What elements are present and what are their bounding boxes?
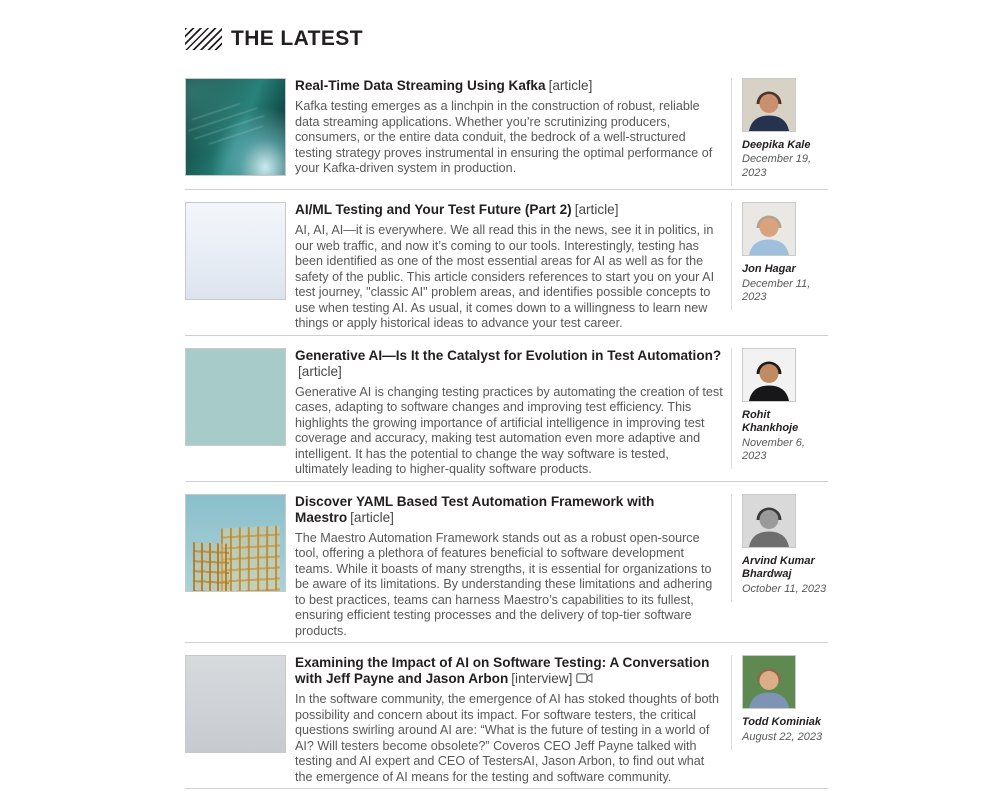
author-cell <box>731 655 828 750</box>
article-title-line <box>295 78 725 94</box>
article-type-tag: [article] <box>548 78 593 93</box>
author-photo[interactable] <box>742 348 796 402</box>
latest-section <box>185 27 828 789</box>
author-photo[interactable] <box>742 655 796 709</box>
article-type-tag: [interview] <box>511 671 573 687</box>
author-date: November 6, 2023 <box>742 436 805 462</box>
article-thumbnail[interactable] <box>185 494 286 592</box>
article-row <box>185 482 828 644</box>
author-date: August 22, 2023 <box>742 730 823 743</box>
article-title-line <box>295 655 725 687</box>
article-content <box>295 655 731 785</box>
author-name[interactable]: Deepika Kale <box>742 139 811 151</box>
article-description: In the software community, the emergence of AI has stoked thoughts of both possibility and concern about its impact. For software testers, the critical questions swirling around AI are: “What is the future of testing in a world of AI? Will testers become obsolete?” Coveros CEO Jeff Payne talked with testing and AI expert and CEO of TestersAI, Jason Arbon, to find out what the emergence of AI means for the testing and software community. <box>295 692 719 784</box>
article-type-tag: [article] <box>574 202 619 218</box>
author-cell <box>731 202 828 310</box>
article-title-line <box>295 494 725 526</box>
author-cell <box>731 348 828 470</box>
article-title-link[interactable]: AI/ML Testing and Your Test Future (Part 2) <box>295 202 572 218</box>
author-name[interactable]: Arvind Kumar Bhardwaj <box>742 554 815 581</box>
diagonal-stripes-icon <box>185 28 222 50</box>
author-avatar-image <box>743 203 795 255</box>
article-content <box>295 202 731 332</box>
author-name[interactable]: Rohit Khankhoje <box>742 408 799 435</box>
article-title-line <box>295 348 725 380</box>
section-header <box>185 27 828 50</box>
author-date: December 11, 2023 <box>742 277 811 304</box>
author-date: October 11, 2023 <box>742 582 827 595</box>
article-description: AI, AI, AI—it is everywhere. We all read this in the news, see it in politics, in our web traffic, and now it’s coming to our tools. Interestingly, testing has been identified as one of the most essential areas for AI as well as for the safety of the public. This article considers references to start you on your AI test journey, "classic AI" problem areas, and identifies possible concepts to use when testing AI. As usual, it comes down to a willingness to learn new things or apply historical ideas to advance your test career. <box>295 223 715 331</box>
author-avatar-image <box>743 79 795 131</box>
article-thumbnail[interactable] <box>185 202 286 300</box>
article-row <box>185 190 828 336</box>
article-row <box>185 336 828 482</box>
article-content <box>295 494 731 640</box>
section-title: THE LATEST <box>231 26 363 50</box>
article-thumbnail[interactable] <box>185 655 286 753</box>
article-row <box>185 66 828 190</box>
video-camera-icon <box>576 672 593 684</box>
article-content <box>295 78 731 177</box>
article-type-tag: [article] <box>298 363 342 379</box>
article-title-link[interactable]: Discover YAML Based Test Automation Framework with Maestro <box>295 493 655 525</box>
author-photo[interactable] <box>742 78 796 132</box>
author-avatar-image <box>743 495 795 547</box>
article-description: The Maestro Automation Framework stands out as a robust open-source tool, offering a plethora of features beneficial to software development teams. While it boasts of many strengths, it is essential for organizations to be aware of its limitations. By understanding these limitations and adhering to best practices, teams can harness Maestro’s capabilities to its fullest, ensuring efficient testing processes and the delivery of top-tier software products. <box>295 530 713 638</box>
author-avatar-image <box>743 349 795 401</box>
author-name[interactable]: Todd Kominiak <box>742 716 822 729</box>
article-title-line <box>295 202 725 218</box>
author-date: December 19, 2023 <box>742 153 812 179</box>
article-title-link[interactable]: Real-Time Data Streaming Using Kafka <box>295 78 546 93</box>
author-name[interactable]: Jon Hagar <box>742 263 796 276</box>
article-title-link[interactable]: Generative AI—Is It the Catalyst for Evolution in Test Automation? <box>295 347 722 363</box>
article-list <box>185 66 828 789</box>
author-cell <box>731 78 828 186</box>
author-photo[interactable] <box>742 202 796 256</box>
author-cell <box>731 494 828 602</box>
article-type-tag: [article] <box>350 509 394 525</box>
article-title-link[interactable]: Examining the Impact of AI on Software Testing: A Conversation with Jeff Payne and Jason Arbon <box>295 655 710 687</box>
article-thumbnail[interactable] <box>185 78 286 176</box>
article-description: Generative AI is changing testing practices by automating the creation of test cases, adapting to software changes and improving test efficiency. This highlights the growing importance of artificial intelligence in improving test coverage and accuracy, making test automation even more adaptive and intelligent. It has the potential to change the way software is tested, ultimately leading to higher-quality software products. <box>295 384 723 477</box>
author-avatar-image <box>743 656 795 708</box>
article-content <box>295 348 731 478</box>
article-description: Kafka testing emerges as a linchpin in the construction of robust, reliable data streaming applications. Whether you’re scrutinizing producers, consumers, or the entire data conduit, the bedrock of a well-structured testing strategy proves instrumental in ensuring the optimal performance of your Kafka-driven system in production. <box>295 99 713 175</box>
article-thumbnail[interactable] <box>185 348 286 446</box>
article-row <box>185 643 828 789</box>
author-photo[interactable] <box>742 494 796 548</box>
